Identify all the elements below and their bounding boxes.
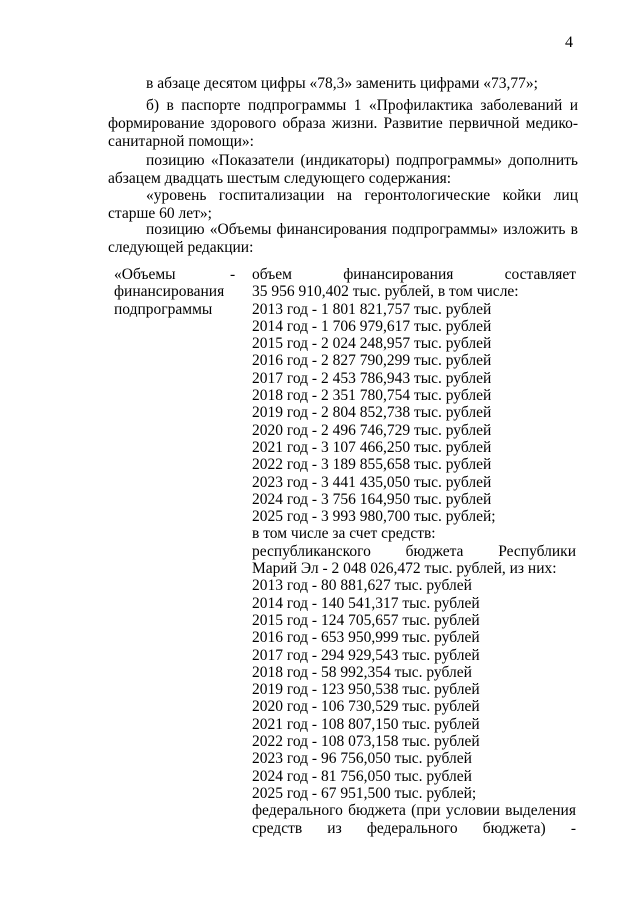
financing-line: 2013 год - 1 801 821,757 тыс. рублей [252, 300, 492, 318]
left-label-line: финансирования [114, 283, 225, 301]
financing-line: 2013 год - 80 881,627 тыс. рублей [252, 577, 472, 595]
financing-line: 2014 год - 1 706 979,617 тыс. рублей [252, 317, 492, 335]
financing-line: 2019 год - 2 804 852,738 тыс. рублей [252, 404, 492, 422]
financing-line: 2019 год - 123 950,538 тыс. рублей [252, 681, 480, 699]
table-dash: - [230, 266, 236, 283]
financing-line: 2018 год - 2 351 780,754 тыс. рублей [252, 387, 492, 405]
financing-line: 2017 год - 294 929,543 тыс. рублей [252, 646, 480, 664]
paragraph-digits-replace: в абзаце десятом цифры «78,3» заменить цифрами «73,77»; [146, 75, 538, 92]
financing-line: объем финансирования составляет [252, 266, 576, 283]
table-left-label [114, 266, 239, 318]
financing-line: 2023 год - 96 756,050 тыс. рублей [252, 750, 472, 768]
paragraph-passport-subprogram: б) в паспорте подпрограммы 1 «Профилактика заболеваний и формирование здорового образа жизни. Развитие первичной медико-санитарной помощи»: [108, 97, 578, 150]
financing-line: 2015 год - 124 705,657 тыс. рублей [252, 611, 480, 629]
financing-line: 2021 год - 108 807,150 тыс. рублей [252, 715, 480, 733]
financing-line: 2024 год - 81 756,050 тыс. рублей [252, 767, 472, 785]
financing-line: 2016 год - 653 950,999 тыс. рублей [252, 629, 480, 647]
financing-line: 2020 год - 106 730,529 тыс. рублей [252, 698, 480, 716]
table-right-content [252, 266, 576, 837]
financing-line: 2018 год - 58 992,354 тыс. рублей [252, 663, 472, 681]
paragraph-indicators: позицию «Показатели (индикаторы) подпрограммы» дополнить абзацем двадцать шестым следующего содержания: [108, 152, 578, 187]
financing-line: федерального бюджета (при условии выделения [252, 802, 576, 820]
left-label-line: подпрограммы [114, 300, 213, 318]
financing-line: 2015 год - 2 024 248,957 тыс. рублей [252, 335, 492, 353]
financing-line: 2014 год - 140 541,317 тыс. рублей [252, 594, 480, 612]
financing-line: средств из федерального бюджета) - [252, 819, 576, 837]
financing-line: 2023 год - 3 441 435,050 тыс. рублей [252, 473, 492, 491]
financing-line: республиканского бюджета Республики [252, 542, 576, 560]
financing-line: 2022 год - 3 189 855,658 тыс. рублей [252, 456, 492, 474]
financing-line: 2021 год - 3 107 466,250 тыс. рублей [252, 438, 492, 456]
paragraph-financing-position: позицию «Объемы финансирования подпрограммы» изложить в следующей редакции: [108, 221, 578, 256]
page-number: 4 [565, 34, 573, 51]
financing-line: Марий Эл - 2 048 026,472 тыс. рублей, из них: [252, 560, 557, 578]
financing-line: 2024 год - 3 756 164,950 тыс. рублей [252, 490, 492, 508]
financing-line: 2017 год - 2 453 786,943 тыс. рублей [252, 369, 492, 387]
financing-line: 2016 год - 2 827 790,299 тыс. рублей [252, 352, 492, 370]
financing-line: 35 956 910,402 тыс. рублей, в том числе: [252, 283, 519, 301]
financing-line: 2025 год - 3 993 980,700 тыс. рублей; [252, 508, 496, 526]
paragraph-hospitalization: «уровень госпитализации на геронтологические койки лиц старше 60 лет»; [108, 187, 578, 222]
left-label-line: «Объемы [114, 266, 176, 283]
financing-line: 2020 год - 2 496 746,729 тыс. рублей [252, 421, 492, 439]
financing-line: 2022 год - 108 073,158 тыс. рублей [252, 733, 480, 751]
financing-line: 2025 год - 67 951,500 тыс. рублей; [252, 784, 477, 802]
financing-line: в том числе за счет средств: [252, 525, 436, 543]
